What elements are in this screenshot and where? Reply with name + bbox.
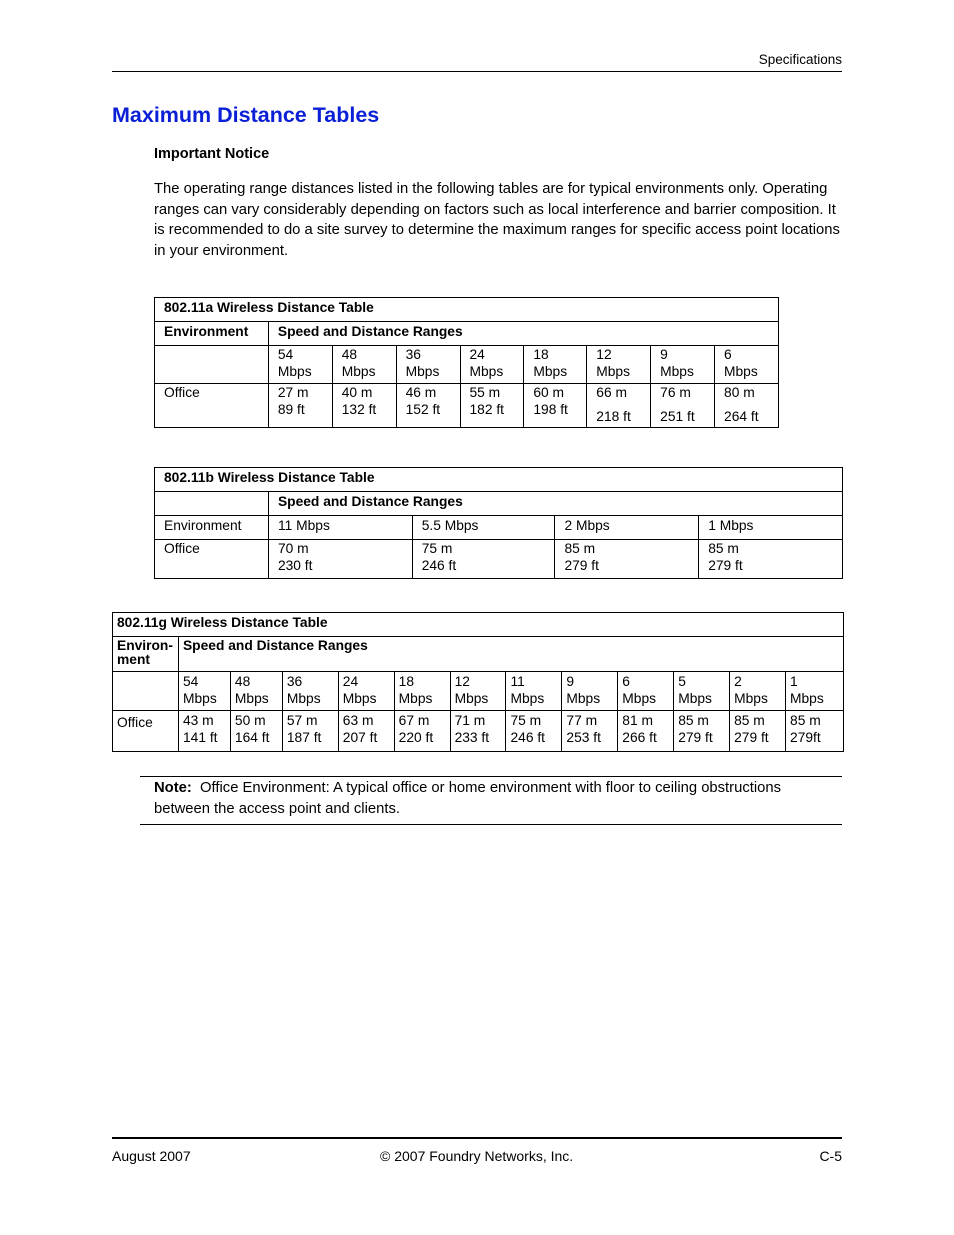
rate-cell: 11 Mbps xyxy=(268,516,412,540)
rate-cell-line: Mbps xyxy=(342,690,377,706)
distance-cell xyxy=(555,540,699,579)
distance-cell-line: 63 m xyxy=(342,713,374,728)
distance-cell-line: 75 m xyxy=(510,713,542,728)
distance-cell-line: 80 m xyxy=(724,385,755,400)
rate-cell-line: 9 xyxy=(660,347,668,362)
distance-cell-line: 233 ft xyxy=(454,729,490,745)
rate-cell xyxy=(786,672,844,711)
distance-cell-line: 152 ft xyxy=(405,401,441,417)
rate-cell-line: Mbps xyxy=(734,690,768,706)
rate-cell xyxy=(730,672,786,711)
distance-cell-line: 85 m xyxy=(790,713,821,728)
distance-cell xyxy=(587,384,651,428)
distance-cell xyxy=(178,711,230,752)
distance-cell xyxy=(412,540,555,579)
rate-cell-line: Mbps xyxy=(724,363,758,379)
rate-cell-line: 12 xyxy=(454,674,470,689)
rate-cell-line: Mbps xyxy=(510,690,545,706)
table-title: 802.11g Wireless Distance Table xyxy=(113,613,844,637)
rate-cell xyxy=(394,672,450,711)
header-rule xyxy=(112,71,842,72)
rate-cell-line: 6 xyxy=(724,347,732,362)
note-rule xyxy=(140,776,842,777)
distance-cell-line: 46 m xyxy=(405,385,437,400)
rate-cell-line: Mbps xyxy=(622,690,657,706)
rate-cell-line: Mbps xyxy=(469,363,504,379)
rate-cell-line: 6 xyxy=(622,674,630,689)
distance-cell-line: 246 ft xyxy=(510,729,546,745)
distance-cell-line: 85 m xyxy=(564,541,596,556)
rate-cell-line: 9 xyxy=(566,674,575,689)
table-title: 802.11a Wireless Distance Table xyxy=(155,298,779,322)
rate-cell: 1 Mbps xyxy=(699,516,843,540)
distance-cell-line: 279ft xyxy=(790,729,821,745)
distance-cell xyxy=(450,711,506,752)
rate-cell-line: Mbps xyxy=(234,690,269,706)
environment-header: Environment xyxy=(155,516,269,540)
data-row xyxy=(155,540,843,579)
rate-cell-line: Mbps xyxy=(405,363,440,379)
distance-cell-line: 218 ft xyxy=(596,408,631,424)
footer-date: August 2007 xyxy=(112,1148,191,1164)
distance-cell-line: 43 m xyxy=(182,713,214,728)
rate-cell xyxy=(651,346,715,384)
distance-cell-line: 182 ft xyxy=(469,401,505,417)
rate-cell-line: 24 xyxy=(342,674,359,689)
environment-header: Environment xyxy=(155,322,269,346)
rate-cell-line: 18 xyxy=(533,347,549,362)
rate-cell-line: Mbps xyxy=(398,690,433,706)
distance-cell xyxy=(562,711,618,752)
rate-row xyxy=(113,672,844,711)
distance-cell-line: 66 m xyxy=(596,385,627,400)
note-text: Office Environment: A typical office or home environment with floor to ceiling obstructions between the access point and clients. xyxy=(154,780,781,817)
footer-copyright: © 2007 Foundry Networks, Inc. xyxy=(380,1148,574,1164)
environment-header xyxy=(113,637,179,672)
rate-cell-line: 2 xyxy=(734,674,742,689)
rate-cell-line: 1 xyxy=(790,674,798,689)
distance-cell-line: 279 ft xyxy=(564,557,599,573)
distance-cell-line: 230 ft xyxy=(277,557,313,573)
distance-cell xyxy=(332,384,396,428)
distance-cell xyxy=(394,711,450,752)
rate-cell-line: 54 xyxy=(182,674,199,689)
rate-cell: 5.5 Mbps xyxy=(412,516,555,540)
distance-cell-line: 85 m xyxy=(708,541,739,556)
distance-cell-line: 251 ft xyxy=(660,408,695,424)
table-80211b xyxy=(154,467,843,579)
page-number: C-5 xyxy=(819,1148,842,1164)
rate-cell-line: Mbps xyxy=(277,363,312,379)
distance-cell xyxy=(396,384,460,428)
distance-cell-line: 71 m xyxy=(454,713,486,728)
rate-cell-line: Mbps xyxy=(286,690,321,706)
distance-cell-line: 57 m xyxy=(286,713,318,728)
rate-cell xyxy=(618,672,674,711)
page-title: Maximum Distance Tables xyxy=(112,103,380,127)
distance-cell xyxy=(618,711,674,752)
notice-body: The operating range distances listed in the following tables are for typical environments only. Operating ranges can vary considerably depending on factors such as local interference and barrier composition. It is recommended to do a site survey to determine the maximum ranges for specific access point locations in your environment. xyxy=(154,181,840,259)
distance-cell xyxy=(524,384,587,428)
rate-cell-line: Mbps xyxy=(596,363,631,379)
distance-cell xyxy=(282,711,338,752)
footer-rule xyxy=(112,1137,842,1139)
rate-cell xyxy=(282,672,338,711)
rate-cell xyxy=(178,672,230,711)
data-row xyxy=(113,711,844,752)
rate-cell xyxy=(674,672,730,711)
rate-cell xyxy=(715,346,779,384)
distance-cell xyxy=(674,711,730,752)
rate-row xyxy=(155,516,843,540)
empty-cell xyxy=(155,492,269,516)
note-rule xyxy=(140,824,842,825)
rate-cell-line: 11 xyxy=(510,674,525,689)
rate-cell xyxy=(506,672,562,711)
distance-cell-line: 81 m xyxy=(622,713,653,728)
distance-cell-line: 76 m xyxy=(660,385,691,400)
rate-cell: 2 Mbps xyxy=(555,516,699,540)
rate-cell xyxy=(332,346,396,384)
distance-cell-line: 141 ft xyxy=(182,729,218,745)
rate-cell-line: 12 xyxy=(596,347,612,362)
rate-cell xyxy=(268,346,332,384)
rate-cell xyxy=(460,346,524,384)
rate-cell-line: 54 xyxy=(277,347,294,362)
distance-cell-line: 279 ft xyxy=(734,729,769,745)
rate-cell-line: Mbps xyxy=(660,363,694,379)
distance-cell-line: 85 m xyxy=(734,713,765,728)
distance-cell xyxy=(268,384,332,428)
rate-cell xyxy=(230,672,282,711)
distance-cell xyxy=(338,711,394,752)
rate-cell xyxy=(587,346,651,384)
distance-cell-line: 75 m xyxy=(421,541,453,556)
empty-cell xyxy=(113,672,179,711)
rate-cell xyxy=(338,672,394,711)
environment-header-line: ment xyxy=(117,652,150,667)
distance-cell-line: 246 ft xyxy=(421,557,457,573)
environment-header-line: Environ- xyxy=(117,638,173,653)
environment-cell: Office xyxy=(113,711,179,752)
rate-cell-line: 24 xyxy=(469,347,485,362)
distance-cell-line: 89 ft xyxy=(277,401,305,417)
rate-cell-line: 48 xyxy=(234,674,251,689)
rate-cell-line: 36 xyxy=(405,347,421,362)
note-label: Note: xyxy=(154,780,192,796)
distance-cell-line: 198 ft xyxy=(533,401,568,417)
distance-cell-line: 207 ft xyxy=(342,729,378,745)
table-80211a xyxy=(154,297,779,428)
rate-cell xyxy=(562,672,618,711)
distance-cell-line: 132 ft xyxy=(341,401,377,417)
rate-row xyxy=(155,346,779,384)
distance-cell xyxy=(715,384,779,428)
environment-cell: Office xyxy=(155,384,269,428)
rate-cell xyxy=(524,346,587,384)
distance-cell xyxy=(699,540,843,579)
distance-cell xyxy=(786,711,844,752)
distance-cell-line: 27 m xyxy=(277,385,309,400)
distance-cell-line: 187 ft xyxy=(286,729,322,745)
rate-cell-line: 5 xyxy=(678,674,686,689)
range-header: Speed and Distance Ranges xyxy=(268,322,778,346)
rate-cell-line: Mbps xyxy=(454,690,489,706)
empty-cell xyxy=(155,346,269,384)
distance-cell-line: 77 m xyxy=(566,713,598,728)
distance-cell-line: 279 ft xyxy=(678,729,713,745)
distance-cell-line: 164 ft xyxy=(234,729,270,745)
distance-cell xyxy=(730,711,786,752)
table-title: 802.11b Wireless Distance Table xyxy=(155,468,843,492)
distance-cell-line: 40 m xyxy=(341,385,373,400)
distance-cell xyxy=(651,384,715,428)
rate-cell xyxy=(450,672,506,711)
distance-cell xyxy=(460,384,524,428)
distance-cell-line: 279 ft xyxy=(708,557,743,573)
table-80211g xyxy=(112,612,844,752)
rate-cell-line: Mbps xyxy=(678,690,712,706)
note xyxy=(154,778,840,819)
distance-cell xyxy=(230,711,282,752)
rate-cell-line: 18 xyxy=(398,674,415,689)
notice-heading: Important Notice xyxy=(154,146,270,162)
rate-cell-line: 36 xyxy=(286,674,303,689)
distance-cell-line: 220 ft xyxy=(398,729,434,745)
running-header: Specifications xyxy=(758,52,842,67)
rate-cell-line: 48 xyxy=(341,347,358,362)
distance-cell-line: 264 ft xyxy=(724,408,759,424)
distance-cell-line: 70 m xyxy=(277,541,309,556)
distance-cell-line: 266 ft xyxy=(622,729,657,745)
distance-cell-line: 55 m xyxy=(469,385,501,400)
rate-cell-line: Mbps xyxy=(566,690,601,706)
distance-cell-line: 85 m xyxy=(678,713,709,728)
distance-cell-line: 67 m xyxy=(398,713,430,728)
rate-cell-line: Mbps xyxy=(533,363,568,379)
distance-cell xyxy=(506,711,562,752)
distance-cell-line: 60 m xyxy=(533,385,565,400)
rate-cell xyxy=(396,346,460,384)
distance-cell-line: 253 ft xyxy=(566,729,601,745)
environment-cell: Office xyxy=(155,540,269,579)
distance-cell-line: 50 m xyxy=(234,713,266,728)
range-header: Speed and Distance Ranges xyxy=(268,492,842,516)
range-header: Speed and Distance Ranges xyxy=(178,637,843,672)
data-row xyxy=(155,384,779,428)
distance-cell xyxy=(268,540,412,579)
rate-cell-line: Mbps xyxy=(790,690,824,706)
rate-cell-line: Mbps xyxy=(182,690,217,706)
rate-cell-line: Mbps xyxy=(341,363,376,379)
